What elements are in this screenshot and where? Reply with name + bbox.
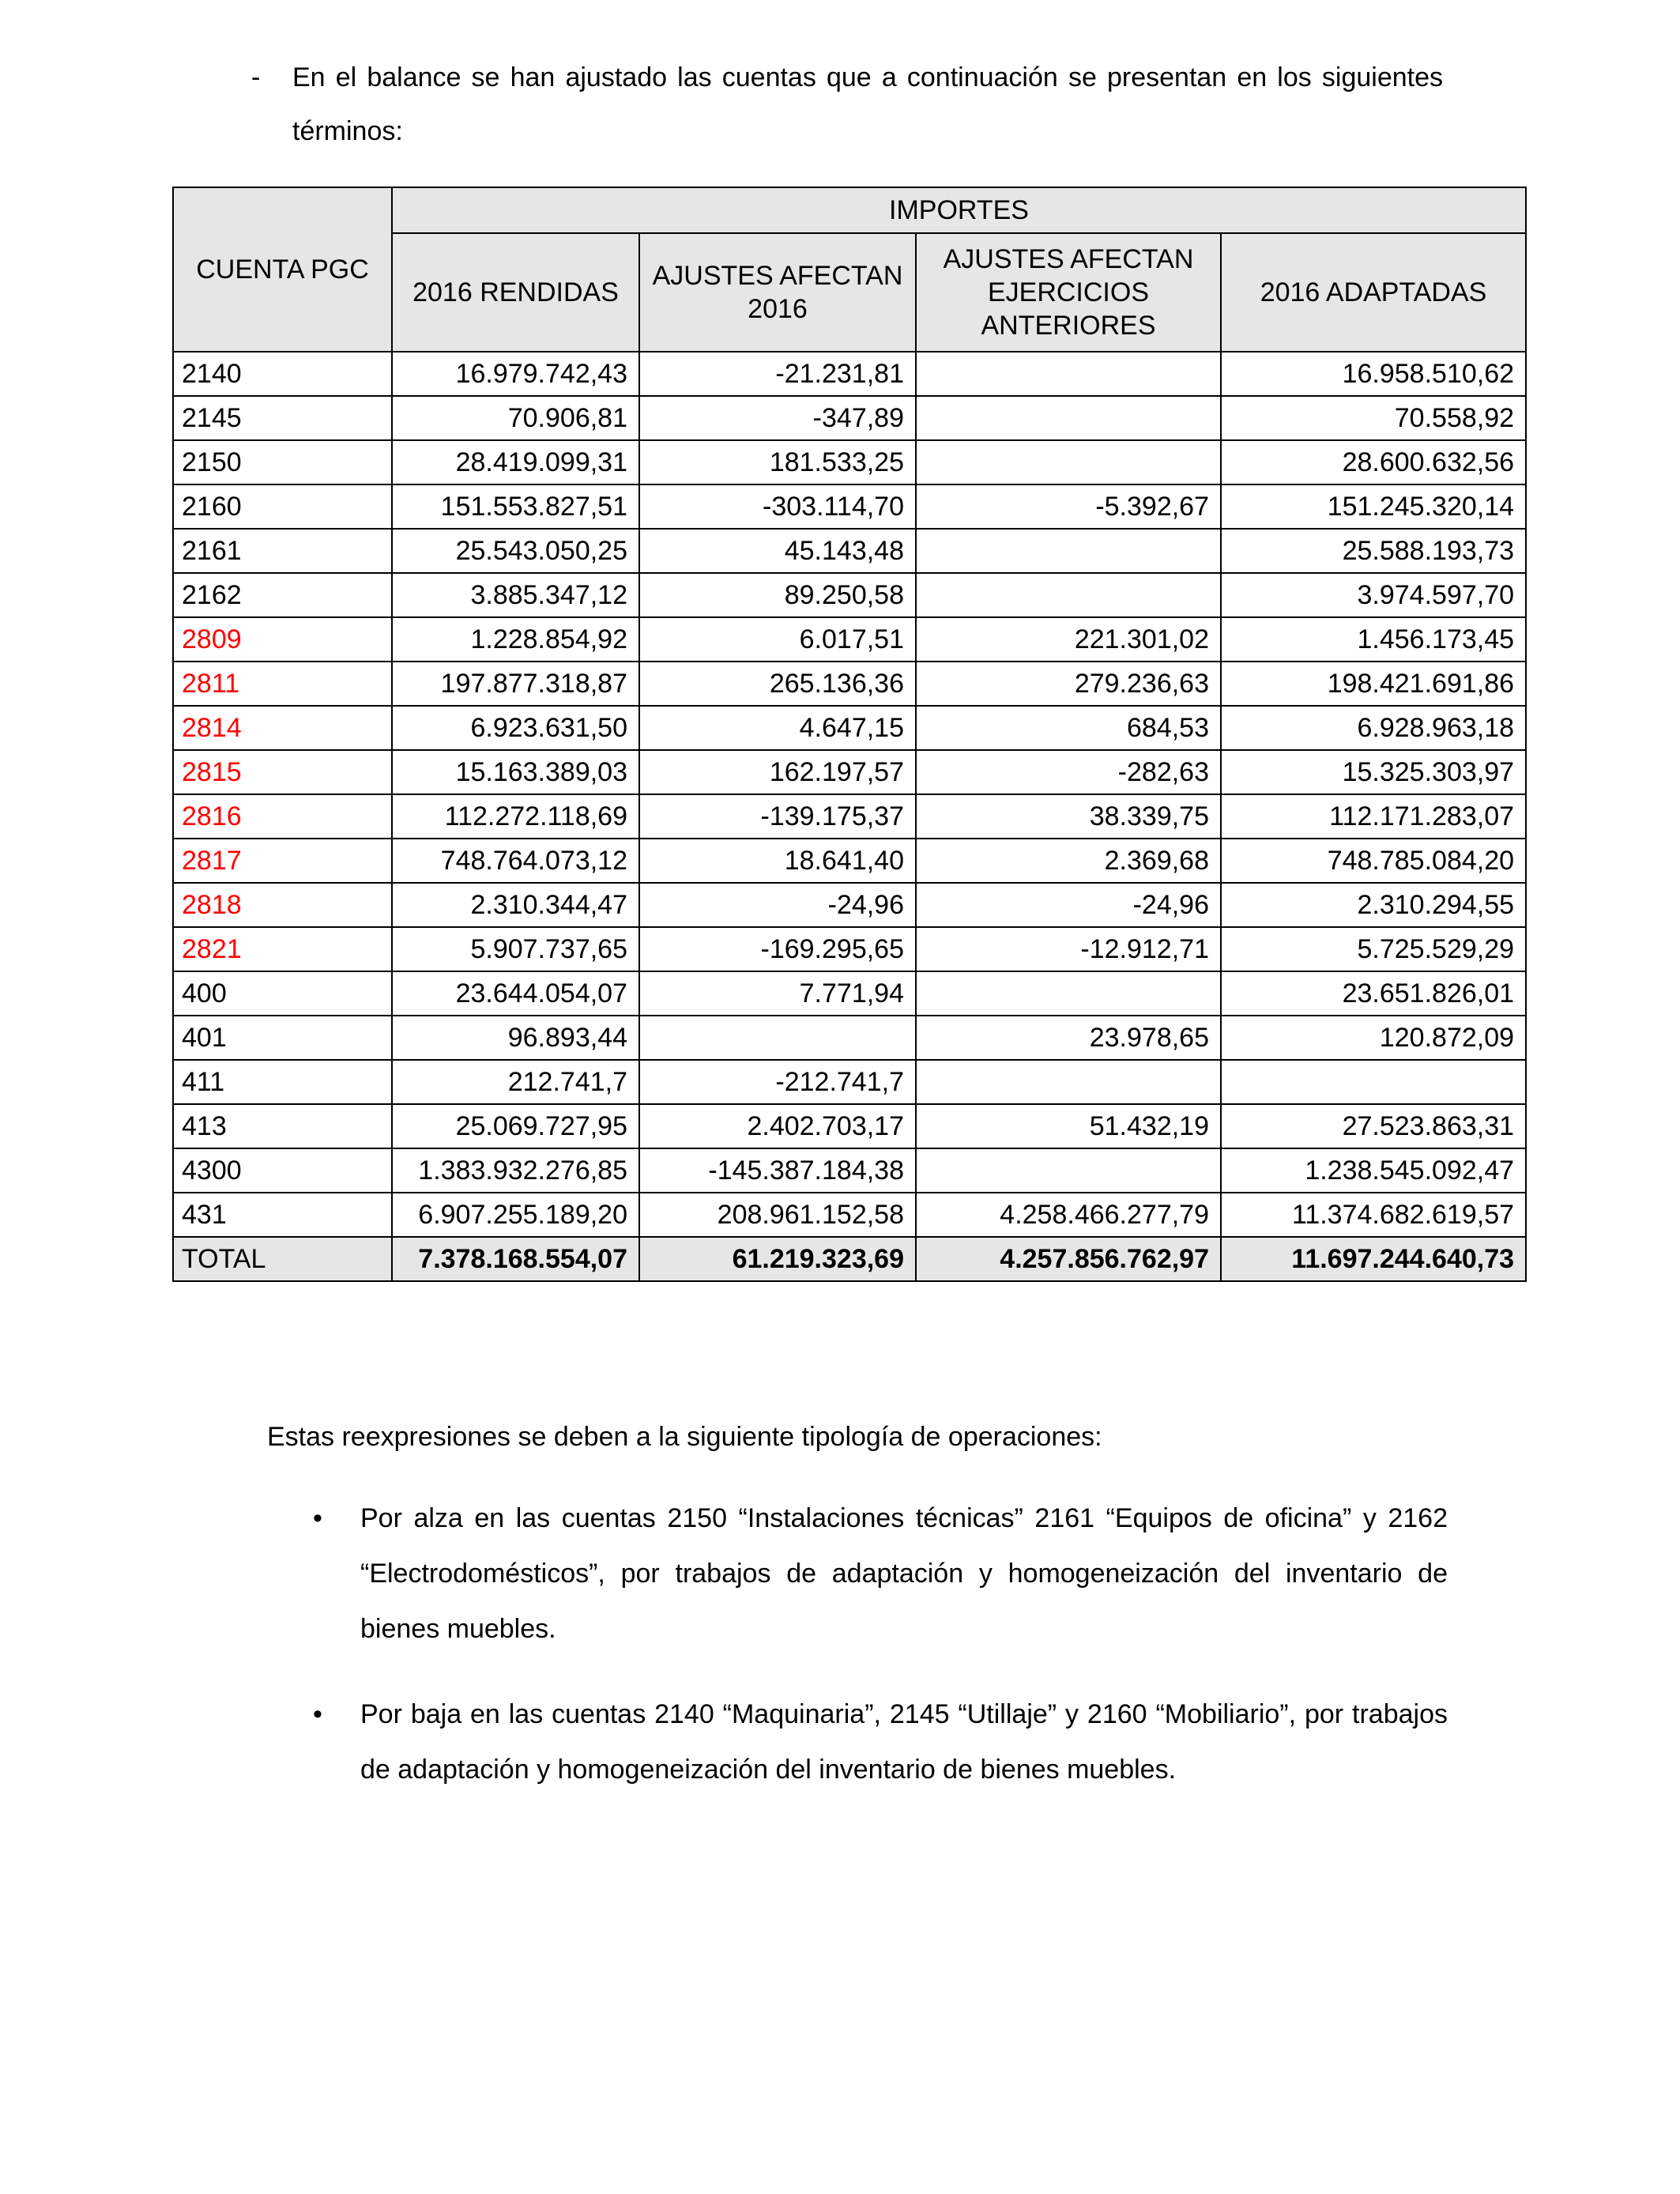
cell-ajustes-anteriores: 2.369,68 <box>916 839 1221 883</box>
cell-rendidas: 6.907.255.189,20 <box>392 1193 639 1237</box>
cell-rendidas: 96.893,44 <box>392 1016 639 1060</box>
cell-rendidas: 25.543.050,25 <box>392 529 639 573</box>
cell-ajustes-anteriores <box>916 1148 1221 1193</box>
cell-adaptadas: 15.325.303,97 <box>1221 750 1526 794</box>
cell-adaptadas: 6.928.963,18 <box>1221 706 1526 750</box>
table-row <box>173 440 1526 484</box>
table-row <box>173 662 1526 706</box>
cell-adaptadas: 3.974.597,70 <box>1221 573 1526 617</box>
cell-adaptadas: 120.872,09 <box>1221 1016 1526 1060</box>
table-row <box>173 1148 1526 1193</box>
cell-ajustes-anteriores: 684,53 <box>916 706 1221 750</box>
cell-cuenta: 2821 <box>173 927 392 971</box>
cell-cuenta: 431 <box>173 1193 392 1237</box>
cell-ajustes-anteriores: -5.392,67 <box>916 484 1221 529</box>
cell-rendidas: 25.069.727,95 <box>392 1104 639 1148</box>
cell-rendidas: 23.644.054,07 <box>392 971 639 1016</box>
table-row <box>173 352 1526 396</box>
cell-ajustes-2016: 2.402.703,17 <box>639 1104 916 1148</box>
operations-list <box>313 1491 1448 1827</box>
cell-ajustes-2016: 162.197,57 <box>639 750 916 794</box>
cell-adaptadas: 198.421.691,86 <box>1221 662 1526 706</box>
table-row <box>173 839 1526 883</box>
cell-ajustes-2016: -347,89 <box>639 396 916 440</box>
cell-adaptadas: 2.310.294,55 <box>1221 883 1526 927</box>
operation-text: Por alza en las cuentas 2150 “Instalaciones técnicas” 2161 “Equipos de oficina” y 2162 “Electrodomésticos”, por trabajos de adaptación y homogeneización del inventario de bienes muebles. <box>360 1503 1448 1644</box>
cell-cuenta: 2814 <box>173 706 392 750</box>
cell-ajustes-anteriores <box>916 971 1221 1016</box>
table-body <box>173 352 1526 1281</box>
cell-ajustes-anteriores <box>916 529 1221 573</box>
cell-ajustes-anteriores: 38.339,75 <box>916 794 1221 839</box>
table-row <box>173 1016 1526 1060</box>
cell-ajustes-2016: 181.533,25 <box>639 440 916 484</box>
cell-cuenta: 2817 <box>173 839 392 883</box>
total-ajustes-anteriores: 4.257.856.762,97 <box>916 1237 1221 1281</box>
cell-ajustes-2016: -21.231,81 <box>639 352 916 396</box>
operation-item <box>313 1491 1448 1657</box>
cell-rendidas: 15.163.389,03 <box>392 750 639 794</box>
cell-rendidas: 5.907.737,65 <box>392 927 639 971</box>
table-row <box>173 1193 1526 1237</box>
cell-rendidas: 1.228.854,92 <box>392 617 639 662</box>
table-row <box>173 529 1526 573</box>
cell-ajustes-2016: -303.114,70 <box>639 484 916 529</box>
table-row <box>173 927 1526 971</box>
cell-ajustes-anteriores: 221.301,02 <box>916 617 1221 662</box>
header-2016-adaptadas: 2016 ADAPTADAS <box>1221 233 1526 352</box>
total-label: TOTAL <box>173 1237 392 1281</box>
cell-adaptadas: 11.374.682.619,57 <box>1221 1193 1526 1237</box>
cell-ajustes-anteriores: -282,63 <box>916 750 1221 794</box>
cell-ajustes-2016: -139.175,37 <box>639 794 916 839</box>
cell-ajustes-2016: 265.136,36 <box>639 662 916 706</box>
cell-ajustes-2016: -169.295,65 <box>639 927 916 971</box>
bullet-icon: • <box>313 1503 322 1533</box>
table-row <box>173 1060 1526 1104</box>
intro-text: En el balance se han ajustado las cuentas que a continuación se presentan en los siguientes términos: <box>292 62 1443 146</box>
cell-ajustes-anteriores: 23.978,65 <box>916 1016 1221 1060</box>
header-importes: IMPORTES <box>392 187 1526 233</box>
table-row <box>173 794 1526 839</box>
cell-adaptadas: 151.245.320,14 <box>1221 484 1526 529</box>
cell-adaptadas: 23.651.826,01 <box>1221 971 1526 1016</box>
cell-ajustes-2016: 89.250,58 <box>639 573 916 617</box>
table-total-row <box>173 1237 1526 1281</box>
cell-cuenta: 401 <box>173 1016 392 1060</box>
header-ajustes-2016: AJUSTES AFECTAN 2016 <box>639 233 916 352</box>
intro-paragraph <box>251 51 1443 158</box>
total-adaptadas: 11.697.244.640,73 <box>1221 1237 1526 1281</box>
cell-cuenta: 2150 <box>173 440 392 484</box>
cell-ajustes-2016: 4.647,15 <box>639 706 916 750</box>
cell-adaptadas: 28.600.632,56 <box>1221 440 1526 484</box>
cell-ajustes-2016: -212.741,7 <box>639 1060 916 1104</box>
cell-adaptadas: 1.238.545.092,47 <box>1221 1148 1526 1193</box>
operation-text: Por baja en las cuentas 2140 “Maquinaria”, 2145 “Utillaje” y 2160 “Mobiliario”, por trabajos de adaptación y homogeneización del inventario de bienes muebles. <box>360 1699 1448 1785</box>
cell-rendidas: 3.885.347,12 <box>392 573 639 617</box>
cell-cuenta: 2818 <box>173 883 392 927</box>
cell-cuenta: 2816 <box>173 794 392 839</box>
cell-ajustes-anteriores: -12.912,71 <box>916 927 1221 971</box>
cell-ajustes-anteriores: -24,96 <box>916 883 1221 927</box>
cell-cuenta: 2140 <box>173 352 392 396</box>
bullet-icon: • <box>313 1699 322 1729</box>
cell-ajustes-anteriores <box>916 396 1221 440</box>
cell-adaptadas <box>1221 1060 1526 1104</box>
table-row <box>173 883 1526 927</box>
table-row <box>173 396 1526 440</box>
cell-cuenta: 413 <box>173 1104 392 1148</box>
header-ajustes-ejercicios-anteriores: AJUSTES AFECTAN EJERCICIOS ANTERIORES <box>916 233 1221 352</box>
cell-cuenta: 2811 <box>173 662 392 706</box>
cell-ajustes-2016: 45.143,48 <box>639 529 916 573</box>
balance-adjustments-table <box>172 187 1527 1282</box>
cell-cuenta: 2160 <box>173 484 392 529</box>
cell-ajustes-2016: -24,96 <box>639 883 916 927</box>
cell-adaptadas: 1.456.173,45 <box>1221 617 1526 662</box>
operation-item <box>313 1687 1448 1797</box>
cell-cuenta: 2809 <box>173 617 392 662</box>
total-ajustes-2016: 61.219.323,69 <box>639 1237 916 1281</box>
cell-adaptadas: 748.785.084,20 <box>1221 839 1526 883</box>
cell-cuenta: 2161 <box>173 529 392 573</box>
explanation-paragraph: Estas reexpresiones se deben a la siguiente tipología de operaciones: <box>267 1422 1102 1452</box>
cell-ajustes-anteriores: 279.236,63 <box>916 662 1221 706</box>
cell-adaptadas: 5.725.529,29 <box>1221 927 1526 971</box>
table-row <box>173 971 1526 1016</box>
cell-rendidas: 70.906,81 <box>392 396 639 440</box>
cell-adaptadas: 27.523.863,31 <box>1221 1104 1526 1148</box>
cell-rendidas: 1.383.932.276,85 <box>392 1148 639 1193</box>
header-2016-rendidas: 2016 RENDIDAS <box>392 233 639 352</box>
cell-ajustes-2016: 18.641,40 <box>639 839 916 883</box>
cell-ajustes-anteriores: 51.432,19 <box>916 1104 1221 1148</box>
cell-adaptadas: 16.958.510,62 <box>1221 352 1526 396</box>
total-rendidas: 7.378.168.554,07 <box>392 1237 639 1281</box>
cell-adaptadas: 25.588.193,73 <box>1221 529 1526 573</box>
cell-rendidas: 16.979.742,43 <box>392 352 639 396</box>
header-cuenta-pgc: CUENTA PGC <box>173 187 392 352</box>
cell-rendidas: 28.419.099,31 <box>392 440 639 484</box>
cell-rendidas: 748.764.073,12 <box>392 839 639 883</box>
cell-ajustes-2016: 7.771,94 <box>639 971 916 1016</box>
cell-ajustes-anteriores <box>916 440 1221 484</box>
cell-cuenta: 2162 <box>173 573 392 617</box>
list-dash: - <box>251 62 261 92</box>
cell-ajustes-anteriores <box>916 352 1221 396</box>
cell-ajustes-2016: 208.961.152,58 <box>639 1193 916 1237</box>
cell-rendidas: 151.553.827,51 <box>392 484 639 529</box>
cell-rendidas: 212.741,7 <box>392 1060 639 1104</box>
cell-ajustes-anteriores <box>916 573 1221 617</box>
table-row <box>173 1104 1526 1148</box>
cell-cuenta: 411 <box>173 1060 392 1104</box>
table-row <box>173 484 1526 529</box>
cell-rendidas: 6.923.631,50 <box>392 706 639 750</box>
table-row <box>173 617 1526 662</box>
cell-adaptadas: 112.171.283,07 <box>1221 794 1526 839</box>
cell-cuenta: 2145 <box>173 396 392 440</box>
cell-rendidas: 197.877.318,87 <box>392 662 639 706</box>
cell-ajustes-anteriores <box>916 1060 1221 1104</box>
cell-ajustes-anteriores: 4.258.466.277,79 <box>916 1193 1221 1237</box>
cell-ajustes-2016: -145.387.184,38 <box>639 1148 916 1193</box>
table-row <box>173 706 1526 750</box>
cell-ajustes-2016: 6.017,51 <box>639 617 916 662</box>
table-row <box>173 750 1526 794</box>
table-row <box>173 573 1526 617</box>
table-header <box>173 187 1526 352</box>
cell-cuenta: 2815 <box>173 750 392 794</box>
cell-rendidas: 112.272.118,69 <box>392 794 639 839</box>
cell-cuenta: 4300 <box>173 1148 392 1193</box>
cell-rendidas: 2.310.344,47 <box>392 883 639 927</box>
cell-adaptadas: 70.558,92 <box>1221 396 1526 440</box>
cell-cuenta: 400 <box>173 971 392 1016</box>
cell-ajustes-2016 <box>639 1016 916 1060</box>
